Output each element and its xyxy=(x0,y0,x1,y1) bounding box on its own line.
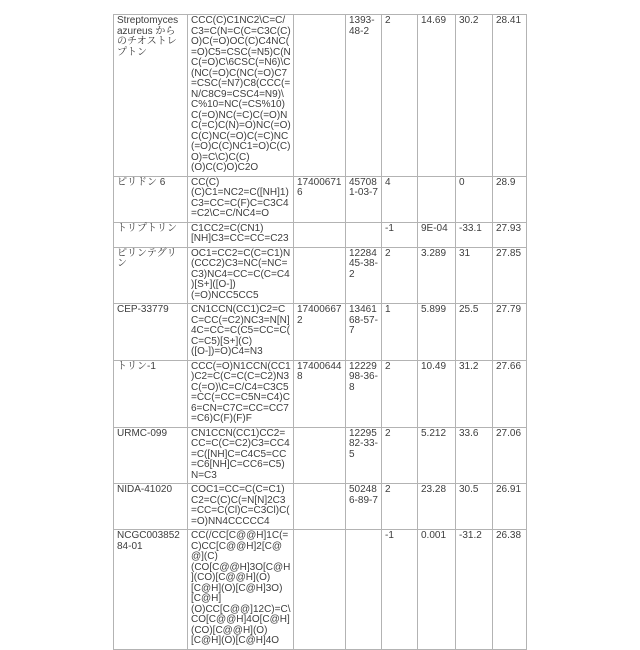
num-cell-1: 1 xyxy=(382,304,418,361)
num-cell-1: -1 xyxy=(382,530,418,650)
num-cell-4: 26.38 xyxy=(493,530,527,650)
id-cell xyxy=(294,484,346,530)
cas-cell xyxy=(346,530,382,650)
id-cell xyxy=(294,530,346,650)
compound-name-cell: トリプトリン xyxy=(114,222,188,247)
num-cell-3: 30.5 xyxy=(456,484,493,530)
num-cell-4: 27.79 xyxy=(493,304,527,361)
smiles-cell: CCC(=O)N1CCN(CC1)C2=C(C=C(C=C2)N3C(=O)\C=C/C4=C3C5=CC(=CC=C5N=C4)C6=CN=C7C=CC=CC7=C6)C(F)(F)F xyxy=(188,360,294,427)
num-cell-1: 2 xyxy=(382,484,418,530)
num-cell-2: 3.289 xyxy=(418,247,456,304)
num-cell-2: 14.69 xyxy=(418,15,456,177)
num-cell-2: 0.001 xyxy=(418,530,456,650)
cas-cell: 1228445-38-2 xyxy=(346,247,382,304)
num-cell-2: 9E-04 xyxy=(418,222,456,247)
num-cell-3: 30.2 xyxy=(456,15,493,177)
compound-table xyxy=(113,14,527,650)
num-cell-4: 27.85 xyxy=(493,247,527,304)
num-cell-4: 26.91 xyxy=(493,484,527,530)
compound-name-cell: URMC-099 xyxy=(114,427,188,484)
table-row xyxy=(114,360,527,427)
num-cell-4: 28.9 xyxy=(493,176,527,222)
num-cell-3: 31 xyxy=(456,247,493,304)
cas-cell: 1229582-33-5 xyxy=(346,427,382,484)
table-row xyxy=(114,427,527,484)
smiles-cell: CCC(C)C1NC2\C=C/C3=C(N=C(C=C3C(C)O)C(=O)OC(C)C4NC(=O)C5=CSC(=N5)C(NC(=O)C\6CSC(=N6)\C(NC(=O)C(NC(=O)C7=CSC(=N7)C8(CCC(=N/C8C9=CSC4=N9)\C%10=NC(=CS%10)C(=O)NC(=C)C(=O)NC(=C)C(N)=O)NC(=O)C(C)NC(=O)C(=C)NC(=O)C(C)NC1=O)C(C)O)=C\C)C(C)(O)C(C)O)C2O xyxy=(188,15,294,177)
num-cell-2: 5.899 xyxy=(418,304,456,361)
cas-cell: 502486-89-7 xyxy=(346,484,382,530)
table-row xyxy=(114,15,527,177)
num-cell-4: 27.06 xyxy=(493,427,527,484)
num-cell-3: 31.2 xyxy=(456,360,493,427)
num-cell-4: 28.41 xyxy=(493,15,527,177)
num-cell-3: 25.5 xyxy=(456,304,493,361)
num-cell-2: 5.212 xyxy=(418,427,456,484)
table-row xyxy=(114,530,527,650)
num-cell-2: 23.28 xyxy=(418,484,456,530)
num-cell-2: 10.49 xyxy=(418,360,456,427)
num-cell-1: 2 xyxy=(382,247,418,304)
id-cell xyxy=(294,222,346,247)
id-cell xyxy=(294,15,346,177)
cas-cell: 1346168-57-7 xyxy=(346,304,382,361)
num-cell-1: 2 xyxy=(382,15,418,177)
compound-name-cell: NCGC00385284-01 xyxy=(114,530,188,650)
num-cell-3: -31.2 xyxy=(456,530,493,650)
table-row xyxy=(114,247,527,304)
id-cell: 174006716 xyxy=(294,176,346,222)
cas-cell: 1222998-36-8 xyxy=(346,360,382,427)
cas-cell xyxy=(346,222,382,247)
num-cell-1: 4 xyxy=(382,176,418,222)
num-cell-4: 27.66 xyxy=(493,360,527,427)
num-cell-1: 2 xyxy=(382,427,418,484)
smiles-cell: CN1CCN(CC1)C2=CC=CC(=C2)NC3=N[N]4C=CC=C(C5=CC=C(C=C5)[S+](C)([O-])=O)C4=N3 xyxy=(188,304,294,361)
table-row xyxy=(114,176,527,222)
compound-name-cell: ピリンテグリン xyxy=(114,247,188,304)
table-row xyxy=(114,222,527,247)
table-row xyxy=(114,304,527,361)
smiles-cell: OC1=CC2=C(C=C1)N(CCC2)C3=NC(=NC=C3)NC4=CC=C(C=C4)[S+]([O-])(=O)NCC5CC5 xyxy=(188,247,294,304)
id-cell: 174006448 xyxy=(294,360,346,427)
num-cell-3: -33.1 xyxy=(456,222,493,247)
id-cell xyxy=(294,247,346,304)
smiles-cell: CC(C)(C)C1=NC2=C([NH]1)C3=CC=C(F)C=C3C4=C2\C=C/NC4=O xyxy=(188,176,294,222)
num-cell-1: 2 xyxy=(382,360,418,427)
id-cell xyxy=(294,427,346,484)
num-cell-3: 33.6 xyxy=(456,427,493,484)
smiles-cell: CC(/CC[C@@H]1C(=C)CC[C@@H]2[C@@](C)(CO[C@@H]3O[C@H](CO)[C@@H](O)[C@H](O)[C@H]3O)[C@H](O)CC[C@@]12C)=C\CO[C@@H]4O[C@H](CO)[C@@H](O)[C@H](O)[C@H]4O xyxy=(188,530,294,650)
num-cell-2 xyxy=(418,176,456,222)
cas-cell: 457081-03-7 xyxy=(346,176,382,222)
compound-name-cell: CEP-33779 xyxy=(114,304,188,361)
smiles-cell: CN1CCN(CC1)CC2=CC=C(C=C2)C3=CC4=C([NH]C=C4C5=CC=C6[NH]C=CC6=C5)N=C3 xyxy=(188,427,294,484)
compound-name-cell: トリン-1 xyxy=(114,360,188,427)
table-row xyxy=(114,484,527,530)
num-cell-3: 0 xyxy=(456,176,493,222)
cas-cell: 1393-48-2 xyxy=(346,15,382,177)
num-cell-1: -1 xyxy=(382,222,418,247)
smiles-cell: C1CC2=C(CN1)[NH]C3=CC=CC=C23 xyxy=(188,222,294,247)
id-cell: 174006672 xyxy=(294,304,346,361)
num-cell-4: 27.93 xyxy=(493,222,527,247)
compound-name-cell: NIDA-41020 xyxy=(114,484,188,530)
compound-name-cell: ピリドン 6 xyxy=(114,176,188,222)
compound-name-cell: Streptomyces azureus からのチオストレプトン xyxy=(114,15,188,177)
smiles-cell: COC1=CC=C(C=C1)C2=C(C)C(=N[N]2C3=CC=C(Cl)C=C3Cl)C(=O)NN4CCCCC4 xyxy=(188,484,294,530)
